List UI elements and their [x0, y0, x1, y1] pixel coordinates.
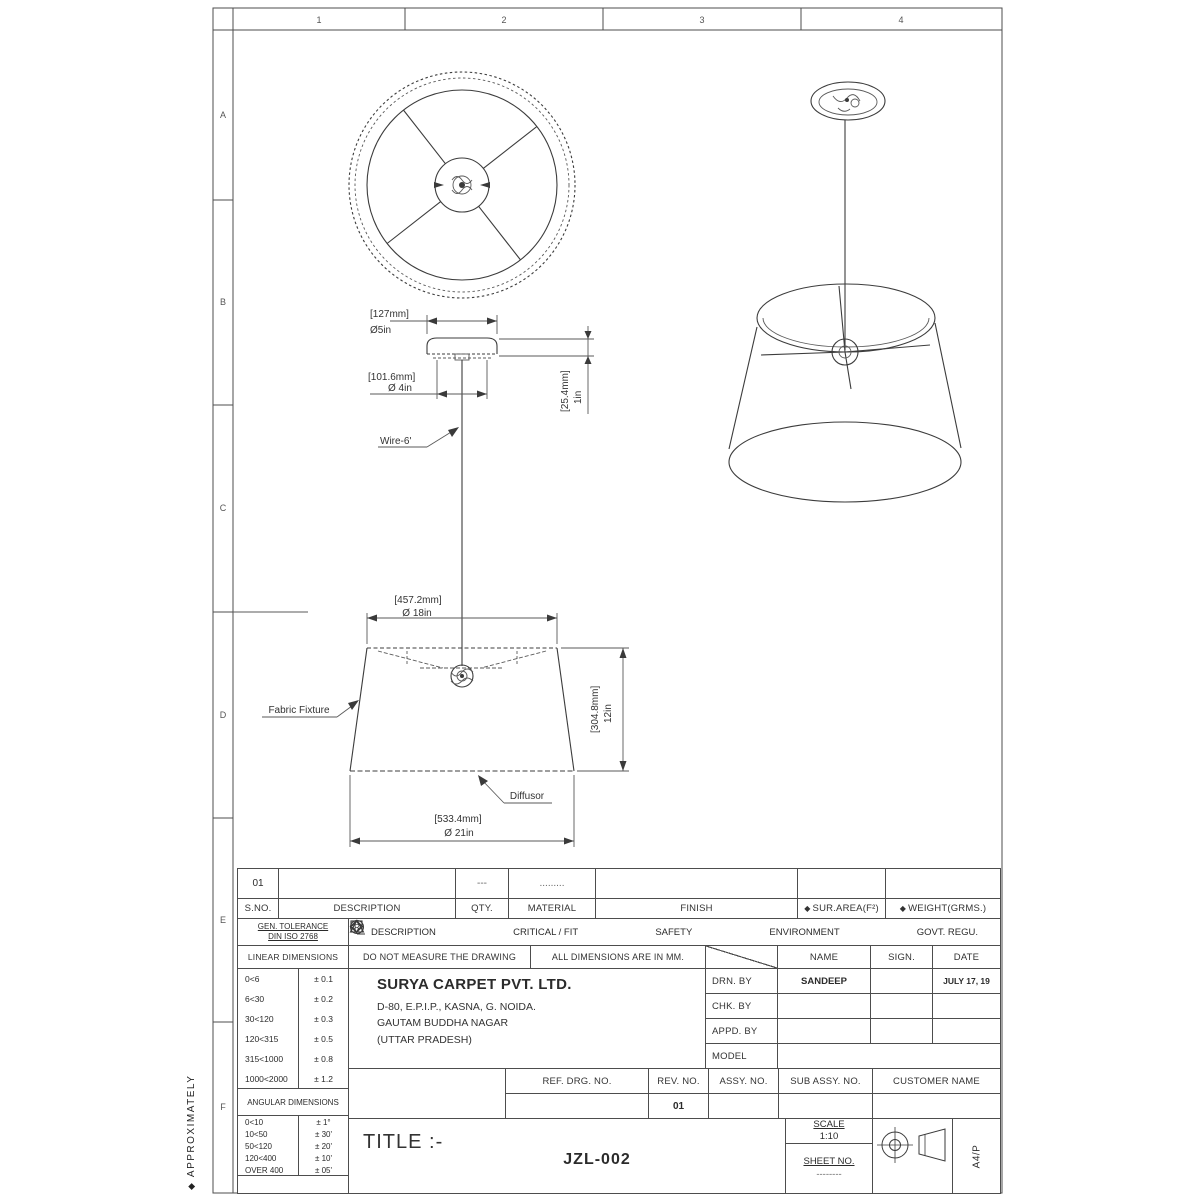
third-angle-projection-icon	[873, 1119, 949, 1171]
lin-range-4: 120<315	[245, 1034, 279, 1044]
ang-range-5: OVER 400	[245, 1165, 284, 1175]
parts-description-header: DESCRIPTION	[278, 898, 455, 918]
fabric-label: Fabric Fixture	[268, 705, 330, 716]
legend-environment-label: ENVIRONMENT	[769, 926, 840, 938]
fitter-dia-mm: [101.6mm]	[368, 372, 416, 383]
sign-header: SIGN.	[870, 945, 932, 968]
legend-safety-label: SAFETY	[655, 926, 693, 938]
lin-tol-4: ± 0.5	[314, 1034, 333, 1044]
sub-assy-no-value	[778, 1093, 872, 1118]
drn-by-name: SANDEEP	[777, 968, 870, 993]
appd-by-label: APPD. BY	[705, 1018, 777, 1043]
ang-tol-5: ± 05'	[314, 1165, 333, 1175]
col-label-3: 3	[699, 15, 705, 25]
rev-no-header: REV. NO.	[648, 1068, 708, 1093]
row-label-c: C	[219, 503, 227, 513]
angular-tolerance-table	[237, 1115, 348, 1175]
company-address-3: (UTTAR PRADESH)	[377, 1033, 472, 1046]
canopy-dia-mm: [127mm]	[370, 309, 409, 320]
dim-canopy-diameter	[370, 309, 497, 336]
wire-callout	[378, 427, 459, 447]
company-spacer-cell	[348, 1068, 505, 1118]
date-header: DATE	[932, 945, 1000, 968]
appd-by-date	[932, 1018, 1000, 1043]
sheet-no-cell	[785, 1143, 872, 1193]
all-dimensions-note: ALL DIMENSIONS ARE IN MM.	[530, 945, 705, 968]
row-label-d: D	[219, 710, 227, 720]
shade-bot-mm: [533.4mm]	[434, 814, 482, 825]
lin-tol-2: ± 0.2	[314, 994, 333, 1004]
ang-range-3: 50<120	[245, 1141, 272, 1151]
svg-text:R: R	[354, 923, 360, 932]
shade-top-in: Ø 18in	[402, 608, 432, 619]
canopy-h-mm: [25.4mm]	[560, 370, 571, 412]
canopy-h-in: 1in	[573, 390, 584, 404]
legend-description	[371, 927, 436, 938]
diamond-bullet-icon: ◆	[186, 1183, 196, 1190]
lin-tol-6: ± 1.2	[314, 1074, 333, 1084]
parts-weight-value	[885, 868, 1000, 898]
fabric-callout	[262, 700, 359, 717]
sub-assy-no-header: SUB ASSY. NO.	[778, 1068, 872, 1093]
legend-critical-fit	[513, 927, 578, 938]
fitter-dia-in: Ø 4in	[388, 383, 412, 394]
scale-cell	[785, 1118, 872, 1143]
lin-range-6: 1000<2000	[245, 1074, 288, 1084]
diffusor-label: Diffusor	[509, 791, 545, 802]
parts-sno-value: 01	[237, 868, 278, 898]
lin-range-1: 0<6	[245, 974, 260, 984]
front-view-shade	[350, 646, 574, 771]
canopy-dia-in: Ø5in	[370, 325, 392, 336]
ref-drg-no-value	[505, 1093, 648, 1118]
ang-range-2: 10<50	[245, 1129, 268, 1139]
col-label-4: 4	[898, 15, 904, 25]
customer-name-header: CUSTOMER NAME	[872, 1068, 1000, 1093]
name-header: NAME	[777, 945, 870, 968]
model-value	[777, 1043, 1000, 1068]
assy-no-value	[708, 1093, 778, 1118]
company-block	[348, 968, 705, 1068]
shade-bot-in: Ø 21in	[444, 828, 474, 839]
title-block	[237, 868, 1001, 1194]
parts-surarea-value	[797, 868, 885, 898]
ang-tol-3: ± 20'	[314, 1141, 333, 1151]
parts-finish-header: FINISH	[595, 898, 797, 918]
wire-label: Wire-6'	[380, 436, 412, 447]
sheet-no-value: --------	[816, 1168, 842, 1180]
parts-qty-header: QTY.	[455, 898, 508, 918]
gen-tolerance-header	[237, 918, 348, 945]
diamond-bullet-icon: ◆	[899, 904, 907, 913]
parts-finish-value	[595, 868, 797, 898]
shade-h-in: 12in	[603, 704, 614, 723]
parts-description-value	[278, 868, 455, 898]
company-address-1: D-80, E.P.I.P., KASNA, G. NOIDA.	[377, 1001, 536, 1013]
linear-tolerance-table	[237, 968, 348, 1088]
diffusor-callout	[478, 775, 552, 803]
chk-by-name	[777, 993, 870, 1018]
lin-range-2: 6<30	[245, 994, 265, 1004]
ref-drg-no-header: REF. DRG. NO.	[505, 1068, 648, 1093]
chk-by-date	[932, 993, 1000, 1018]
lin-tol-5: ± 0.8	[314, 1054, 333, 1064]
company-address-2: GAUTAM BUDDHA NAGAR	[377, 1017, 509, 1030]
legend-row	[348, 918, 1000, 945]
margin-note-text: APPROXIMATELY	[186, 1074, 197, 1178]
govt-regu-icon	[349, 919, 365, 935]
legend-description-label: DESCRIPTION	[371, 926, 436, 938]
row-label-f: F	[220, 1102, 226, 1112]
parts-material-value: .........	[508, 868, 595, 898]
lin-range-5: 315<1000	[245, 1054, 284, 1064]
gen-tolerance-line2: DIN ISO 2768	[268, 932, 318, 941]
ang-tol-1: ± 1°	[316, 1117, 331, 1127]
dim-canopy-height	[499, 326, 594, 414]
projection-symbol-cell	[872, 1118, 952, 1193]
row-label-b: B	[219, 297, 227, 307]
ang-range-1: 0<10	[245, 1117, 264, 1127]
margin-note	[186, 1040, 197, 1190]
drawing-number: JZL-002	[563, 1151, 631, 1168]
drn-by-date: JULY 17, 19	[932, 968, 1000, 993]
parts-weight-header	[885, 898, 1000, 918]
lin-range-3: 30<120	[245, 1014, 274, 1024]
company-name: SURYA CARPET PVT. LTD.	[377, 976, 572, 993]
lin-tol-3: ± 0.3	[314, 1014, 333, 1024]
dim-shade-bottom-diameter	[350, 775, 574, 847]
angular-dimensions-header: ANGULAR DIMENSIONS	[237, 1088, 348, 1115]
col-label-2: 2	[501, 15, 507, 25]
ang-tol-2: ± 30'	[314, 1129, 333, 1139]
appd-by-name	[777, 1018, 870, 1043]
chk-by-sign	[870, 993, 932, 1018]
ang-tol-4: ± 10'	[314, 1153, 333, 1163]
do-not-measure-note: DO NOT MEASURE THE DRAWING	[348, 945, 530, 968]
title-label: TITLE :-	[363, 1131, 444, 1153]
scale-value: 1:10	[819, 1131, 839, 1142]
top-view	[349, 72, 575, 298]
assy-no-header: ASSY. NO.	[708, 1068, 778, 1093]
appd-by-sign	[870, 1018, 932, 1043]
sheet-no-label: SHEET NO.	[803, 1156, 855, 1168]
diamond-bullet-icon: ◆	[804, 904, 811, 913]
parts-qty-value: ---	[455, 868, 508, 898]
legend-safety	[655, 927, 692, 938]
parts-material-header: MATERIAL	[508, 898, 595, 918]
parts-sno-header: S.NO.	[237, 898, 278, 918]
name-sign-diagonal-cell	[705, 945, 777, 968]
paper-size: A4/P	[971, 1144, 982, 1168]
tolerance-footer-cell	[237, 1175, 348, 1193]
ang-range-4: 120<400	[245, 1153, 277, 1163]
isometric-view	[729, 82, 961, 502]
rev-no-value: 01	[648, 1093, 708, 1118]
paper-size-cell	[952, 1118, 1000, 1193]
gen-tolerance-line1: GEN. TOLERANCE	[257, 922, 329, 931]
scale-label: SCALE	[813, 1118, 845, 1130]
parts-surarea-header-text: SUR.AREA(F²)	[812, 903, 879, 914]
shade-h-mm: [304.8mm]	[590, 685, 601, 733]
model-label: MODEL	[705, 1043, 777, 1068]
linear-dimensions-header: LINEAR DIMENSIONS	[237, 945, 348, 968]
customer-name-value	[872, 1093, 1000, 1118]
legend-environment	[769, 927, 839, 938]
legend-critical-fit-label: CRITICAL / FIT	[513, 926, 579, 938]
chk-by-label: CHK. BY	[705, 993, 777, 1018]
drn-by-label: DRN. BY	[705, 968, 777, 993]
row-label-e: E	[219, 915, 227, 925]
title-cell	[348, 1118, 785, 1193]
legend-govt-regu-label: GOVT. REGU.	[916, 926, 978, 938]
lin-tol-1: ± 0.1	[314, 974, 333, 984]
drn-by-sign	[870, 968, 932, 993]
col-label-1: 1	[316, 15, 322, 25]
parts-weight-header-text: WEIGHT(GRMS.)	[908, 903, 987, 914]
row-label-a: A	[219, 110, 227, 120]
dim-fitter-diameter	[368, 360, 487, 399]
shade-top-mm: [457.2mm]	[394, 595, 442, 606]
parts-surarea-header	[797, 898, 885, 918]
